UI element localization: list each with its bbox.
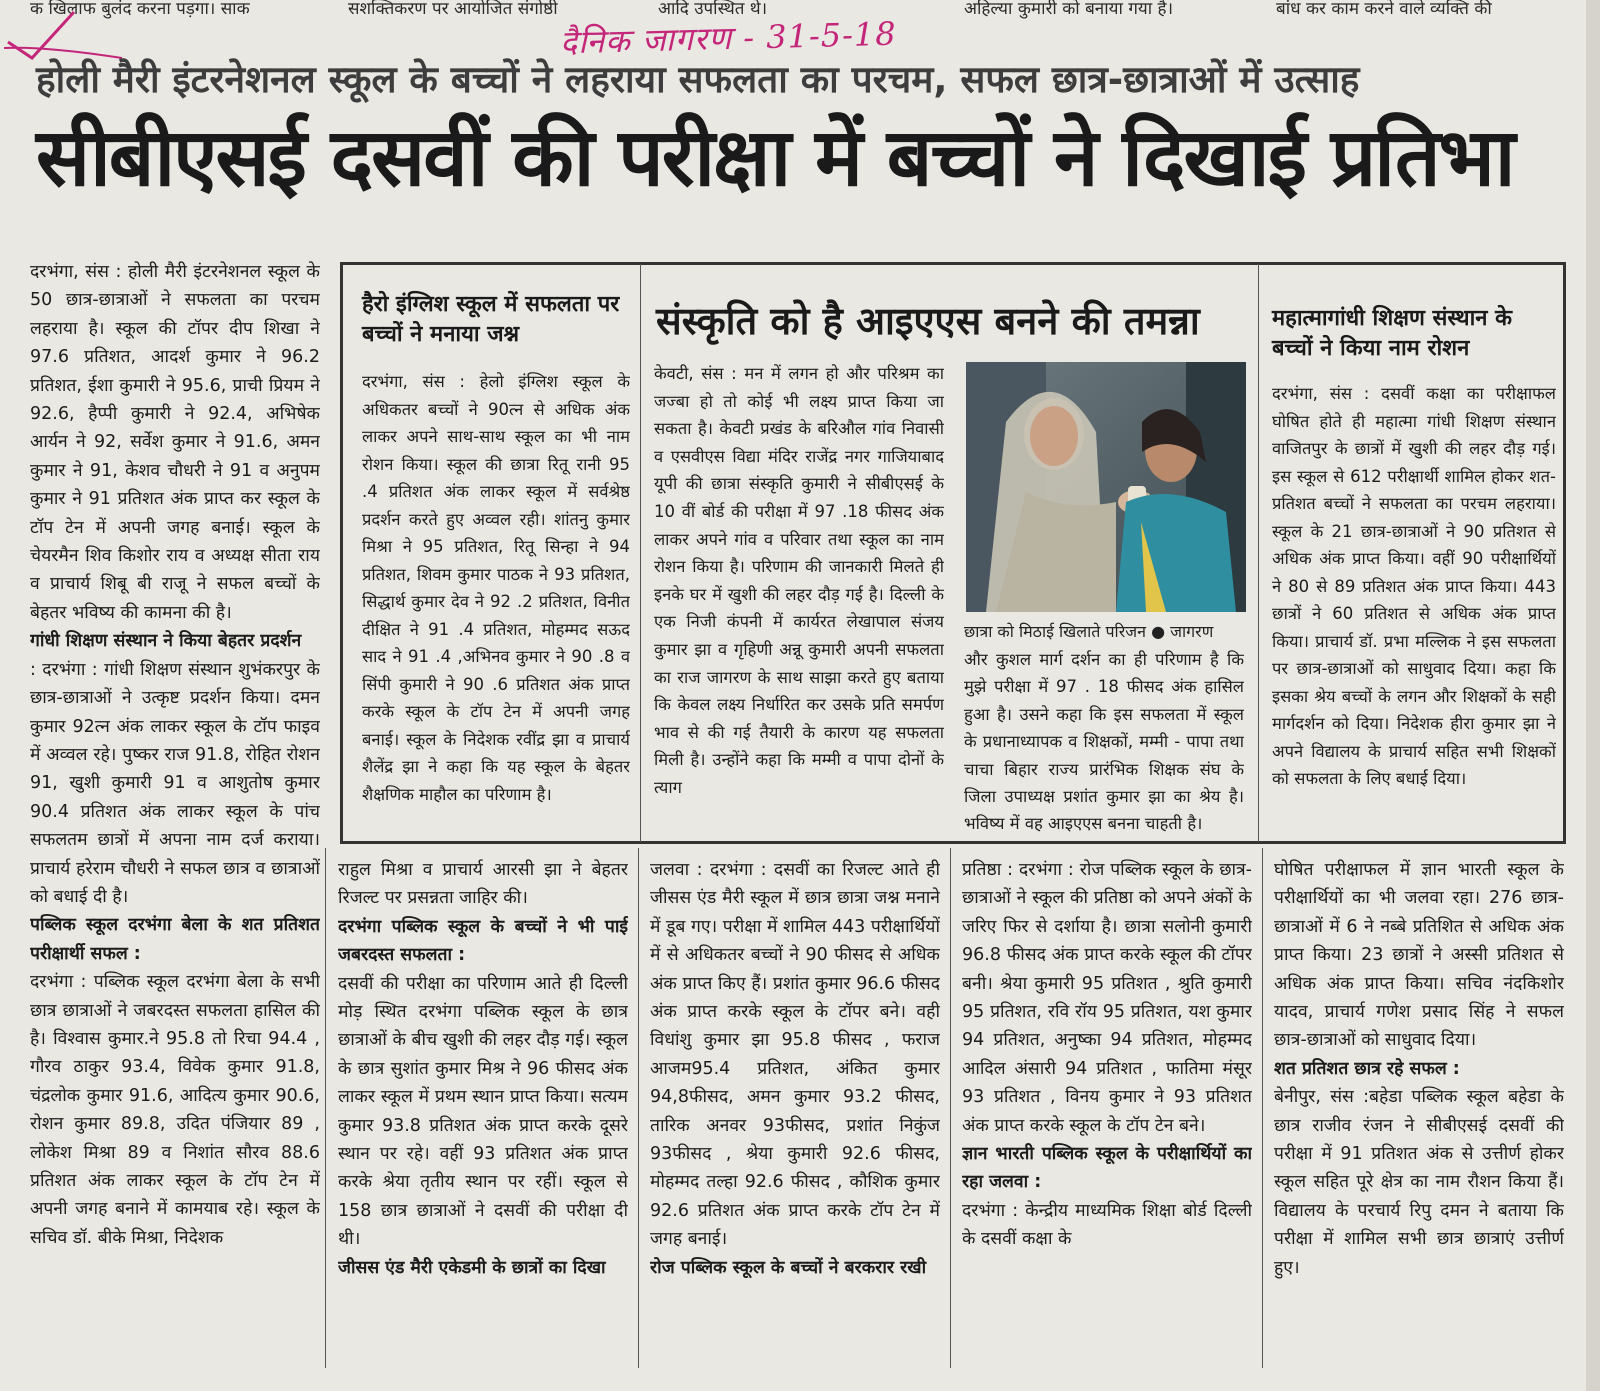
top-strip-text-4: अहिल्या कुमारी को बनाया गया है।: [964, 0, 1174, 19]
column-1: [30, 258, 320, 1368]
top-strip-text-5: बांध कर काम करने वाले व्यक्ति की: [1276, 0, 1492, 19]
col4-subhead: ज्ञान भारती पब्लिक स्कूल के परीक्षार्थियों का रहा जलवा :: [962, 1144, 1252, 1193]
mahatma-gandhi-text: दरभंगा, संस : दसवीं कक्षा का परीक्षाफल घोषित होते ही महात्मा गांधी शिक्षण संस्थान वाजितपुर के छात्रों में खुशी की लहर दौड़ गई। इस स्कूल से 612 परीक्षार्थी शामिल होकर शत-प्रतिशत बच्चों ने सफलता का परचम लहराया। स्कूल के 21 छात्र-छात्राओं ने 90 प्रतिशत से अधिक अंक प्राप्त किया। वहीं 90 परीक्षार्थियों ने 80 से 89 प्रतिशत अंक प्राप्त किया। 443 छात्रों ने 60 प्रतिशत से अधिक अंक प्राप्त किया। प्राचार्य डॉ. प्रभा मल्लिक ने इस सफलता पर छात्र-छात्राओं को साधुवाद दिया। कहा कि इसका श्रेय बच्चों के लगन और शिक्षकों के सही मार्गदर्शन को दिया। निदेशक हीरा कुमार झा ने अपने विद्यालय के प्राचार्य सहित सभी शिक्षकों को सफलता के लिए बधाई दिया।: [1272, 384, 1556, 788]
handwritten-date-note: दैनिक जागरण - 31-5-18: [559, 14, 898, 62]
col1-body-1: : दरभंगा : गांधी शिक्षण संस्थान शुभंकरपुर के छात्र-छात्राओं ने उत्कृष्ट प्रदर्शन किया। दमन कुमार 92त्न अंक लाकर स्कूल के टॉप फाइव में अव्वल रहे। पुष्कर राज 91.8, रोहित रोशन 91, खुशी कुमारी 91 व आशुतोष कुमार 90.4 प्रतिशत अंक लाकर स्कूल के पांच सफलतम छात्रों में अपना नाम दर्ज कराया। प्राचार्य हरेराम चौधरी ने सफल छात्र व छात्राओं को बधाई दी है।: [30, 659, 320, 907]
adjacent-page-edge: [1586, 0, 1600, 1391]
mahatma-gandhi-headline: महात्मागांधी शिक्षण संस्थान के बच्चों ने किया नाम रोशन: [1272, 306, 1513, 361]
news-photo: [966, 362, 1246, 612]
column-3-bottom: [650, 856, 940, 1366]
col5-subhead: शत प्रतिशत छात्र रहे सफल :: [1274, 1058, 1460, 1079]
column-2-bottom: [338, 856, 628, 1366]
column-divider-a: [325, 848, 326, 1368]
sanskriti-body-2: [964, 646, 1244, 838]
sanskriti-text-2: और कुशल मार्ग दर्शन का ही परिणाम है कि मुझे परीक्षा में 97 . 18 फीसद अंक हासिल हुआ है। उसने कहा कि इस सफलता में स्कूल के प्रधानाध्यापक व शिक्षकों, मम्मी - पापा तथा चाचा बिहार राज्य प्रारंभिक शिक्षक संघ के जिला उपाध्यक्ष प्रशांत कुमार झा का श्रेय है। भविष्य में वह आइएएस बनना चाहती है।: [964, 650, 1244, 834]
col4-body: प्रतिष्ठा : दरभंगा : रोज पब्लिक स्कूल के छात्र-छात्राओं ने स्कूल की प्रतिष्ठा को अपने अंकों के जरिए फिर से दर्शाया है। छात्रा सलोनी कुमारी 96.8 फीसद अंक प्राप्त करके स्कूल की टॉपर बनी। श्रेया कुमारी 95 प्रतिशत , श्रुति कुमारी 95 प्रतिशत, रवि रॉय 95 प्रतिशत, यश कुमार 94 प्रतिशत, अनुष्का 94 प्रतिशत, मोहम्मद आदिल अंसारी 94 प्रतिशत , फातिमा मंसूर 93 प्रतिशत , विनय कुमार ने 93 प्रतिशत अंक प्राप्त करके स्कूल के टॉप टेन बने।: [962, 860, 1252, 1136]
sanskriti-body: [654, 360, 944, 836]
box-divider-1: [640, 264, 641, 842]
column-divider-c: [950, 848, 951, 1368]
kicker-headline: होली मैरी इंटरनेशनल स्कूल के बच्चों ने लहराया सफलता का परचम, सफल छात्र-छात्राओं में उत्साह: [36, 58, 1360, 101]
top-strip-text-2: सशक्तिकरण पर आयोजित संगोष्ठी: [348, 0, 558, 19]
hero-school-text: दरभंगा, संस : हेलो इंग्लिश स्कूल के अधिकतर बच्चों ने 90त्न से अधिक अंक लाकर अपने साथ-साथ स्कूल का भी नाम रोशन किया। स्कूल की छात्रा रितू रानी 95 .4 प्रतिशत अंक लाकर स्कूल में सर्वश्रेष्ठ प्रदर्शन करते हुए अव्वल रही। शांतनु कुमार मिश्रा ने 95 प्रतिशत, रितू सिन्हा ने 94 प्रतिशत, शिवम कुमार पाठक ने 93 प्रतिशत, सिद्धार्थ कुमार देव ने 92 .2 प्रतिशत, विनीत दीक्षित ने 91 .4 प्रतिशत, मोहम्मद सऊद साद ने 91 .4 ,अभिनव कुमार ने 90 .8 व सिंपी कुमारी ने 90 .6 प्रतिशत अंक प्राप्त करके स्कूल के टॉप टेन में अपनी जगह बनाई। स्कूल के निदेशक रवींद्र झा व प्राचार्य शैलेंद्र झा ने कहा कि यह स्कूल के बेहतर शैक्षणिक माहौल का परिणाम है।: [362, 372, 630, 804]
column-divider-d: [1262, 848, 1263, 1368]
col2-subhead-2: जीसस एंड मैरी एकेडमी के छात्रों का दिखा: [338, 1257, 606, 1278]
photo-caption: छात्रा को मिठाई खिलाते परिजन ● जागरण: [964, 622, 1214, 641]
hero-school-headline: हैरो इंग्लिश स्कूल में सफलता पर बच्चों ने मनाया जश्न: [362, 292, 620, 347]
col5-body: घोषित परीक्षाफल में ज्ञान भारती स्कूल के परीक्षार्थियों का भी जलवा रहा। 276 छात्र-छात्राओं में 6 ने नब्बे प्रतिशित से अधिक अंक प्राप्त किया। 23 छात्रों ने अस्सी प्रतिशत से अधिक अंक प्राप्त किया। सचिव नंदकिशोर यादव, प्राचार्य गणेश प्रसाद सिंह ने सफल छात्र-छात्राओं को साधुवाद दिया।: [1274, 860, 1564, 1051]
sanskriti-text: केवटी, संस : मन में लगन हो और परिश्रम का जज्बा हो तो कोई भी लक्ष्य प्राप्त किया जा सकता है। केवटी प्रखंड के बरिऔल गांव निवासी व एसवीएस विद्या मंदिर राजेंद्र नगर गाजियाबाद यूपी की छात्रा संस्कृति कुमारी ने सीबीएसई के 10 वीं बोर्ड की परीक्षा में 97 .18 फीसद अंक लाकर अपने गांव व परिवार तथा स्कूल का नाम रोशन किया है। परिणाम की जानकारी मिलते ही इनके घर में खुशी की लहर दौड़ गई है। दिल्ली के एक निजी कंपनी में कार्यरत लेखापाल संजय कुमार झा व गृहिणी अन्नू कुमारी अपनी सफलता का राज जागरण के साथ साझा करते हुए बताया कि केवल लक्ष्य निर्धारित कर उसके प्रति समर्पण भाव से की गई तैयारी के कारण यह सफलता मिली है। उन्होंने कहा कि मम्मी व पापा दोनों के त्याग: [654, 364, 944, 797]
col5-body-2: बेनीपुर, संस :बहेडा पब्लिक स्कूल बहेडा के छात्र राजीव रंजन ने सीबीएसई दसवीं की परीक्षा में 91 प्रतिशत अंक से उत्तीर्ण होकर स्कूल सहित पूरे क्षेत्र का नाम रौशन किया हैं। विद्यालय के परचार्य रिपु दमन ने बताया कि परीक्षा में शामिल सभी छात्र छात्राएं उत्तीर्ण हुए।: [1274, 1087, 1564, 1278]
sanskriti-headline: संस्कृति को है आइएएस बनने की तमन्ना: [656, 299, 1200, 343]
main-headline: सीबीएसई दसवीं की परीक्षा में बच्चों ने दिखाई प्रतिभा: [36, 111, 1514, 204]
col1-subhead-1: गांधी शिक्षण संस्थान ने किया बेहतर प्रदर्शन: [30, 631, 302, 652]
mahatma-gandhi-body: [1272, 380, 1556, 836]
top-strip-text-3: आदि उपस्थित थे।: [658, 0, 768, 19]
col2-subhead: दरभंगा पब्लिक स्कूल के बच्चों ने भी पाई जबरदस्त सफलता :: [338, 916, 628, 966]
col2-body-2: दसवीं की परीक्षा का परिणाम आते ही दिल्ली मोड़ स्थित दरभंगा पब्लिक स्कूल के छात्र छात्राओं के बीच खुशी की लहर दौड़ गई। स्कूल के छात्र सुशांत कुमार मिश्र ने 96 फीसद अंक लाकर स्कूल में प्रथम स्थान प्राप्त किया। सत्यम कुमार 93.8 प्रतिशत अंक प्राप्त करके दूसरे स्थान पर रहे। वहीं 93 प्रतिशत अंक प्राप्त करके श्रेया तृतीय स्थान पर रहीं। स्कूल से 158 छात्र छात्राओं ने दसवीं की परीक्षा दी थी।: [338, 973, 628, 1250]
top-strip-text-1: क खिलाफ बुलंद करना पड़गा। साक: [30, 0, 250, 19]
hero-school-body: [362, 368, 630, 836]
col3-body: जलवा : दरभंगा : दसवीं का रिजल्ट आते ही जीसस एंड मैरी स्कूल में छात्र छात्रा जश्न मनाने में डूब गए। परीक्षा में शामिल 443 परीक्षार्थियों में से अधिकतर बच्चों ने 90 फीसद से अधिक अंक प्राप्त किए हैं। प्रशांत कुमार 96.6 फीसद अंक प्राप्त करके स्कूल के टॉपर बने। वही विधांशु कुमार झा 95.8 फीसद , फराज आजम95.4 प्रतिशत, अंकित कुमार 94,8फीसद, अमन कुमार 93.2 फीसद, तारिक अनवर 93फीसद, प्रशांत निकुंज 93फीसद , श्रेया कुमारी 92.6 फीसद, मोहम्मद तल्हा 92.6 फीसद , कौशिक कुमार 92.6 प्रतिशत अंक प्राप्त करके टॉप टेन में जगह बनाई।: [650, 860, 940, 1250]
col2-body-1: राहुल मिश्रा व प्राचार्य आरसी झा ने बेहतर रिजल्ट पर प्रसन्नता जाहिर की।: [338, 860, 628, 909]
col1-body-2: दरभंगा : पब्लिक स्कूल दरभंगा बेला के सभी छात्र छात्राओं ने जबरदस्त सफलता हासिल की है। विश्वास कुमार.ने 95.8 तो रिचा 94.4 , गौरव ठाकुर 93.4, विवेक कुमार 91.8, चंद्रलोक कुमार 91.6, आदित्य कुमार 90.6, रोशन कुमार 89.8, उदित पंजियार 89 , लोकेश मिश्रा 89 व निशांत सौरव 88.6 प्रतिशत अंक लाकर स्कूल के टॉप टेन में अपनी जगह बनाने में कामयाब रहे। स्कूल के सचिव डॉ. बीके मिश्रा, निदेशक: [30, 972, 320, 1248]
photo-mother-feeding-sweet: [966, 362, 1246, 612]
column-5-bottom: [1274, 856, 1564, 1366]
box-divider-2: [1258, 264, 1259, 842]
col3-subhead: रोज पब्लिक स्कूल के बच्चों ने बरकरार रखी: [650, 1257, 927, 1278]
col1-subhead-2: पब्लिक स्कूल दरभंगा बेला के शत प्रतिशत परीक्षार्थी सफल :: [30, 915, 320, 964]
column-divider-b: [638, 848, 639, 1368]
col4-body-2: दरभंगा : केन्द्रीय माध्यमिक शिक्षा बोर्ड दिल्ली के दसवीं कक्षा के: [962, 1200, 1252, 1250]
column-4-bottom: [962, 856, 1252, 1366]
col1-lead: दरभंगा, संस : होली मैरी इंटरनेशनल स्कूल के 50 छात्र-छात्राओं ने सफलता का परचम लहराया है। स्कूल की टॉपर दीप शिखा ने 97.6 प्रतिशत, आदर्श कुमार ने 96.2 प्रतिशत, ईशा कुमारी ने 95.6, प्राची प्रियम ने 92.6, हैप्पी कुमारी ने 92.4, अभिषेक आर्यन ने 92, सर्वेश कुमार ने 91.6, अमन कुमार ने 91, केशव चौधरी ने 91 व अनुपम कुमार ने 91 प्रतिशत अंक प्राप्त कर स्कूल के टॉप टेन में अपनी जगह बनाई। स्कूल के चेयरमैन शिव किशोर राय व अध्यक्ष सीता राय व प्राचार्य शिबू बी राजू ने सफल बच्चों के बेहतर भविष्य की कामना की है।: [30, 262, 320, 623]
